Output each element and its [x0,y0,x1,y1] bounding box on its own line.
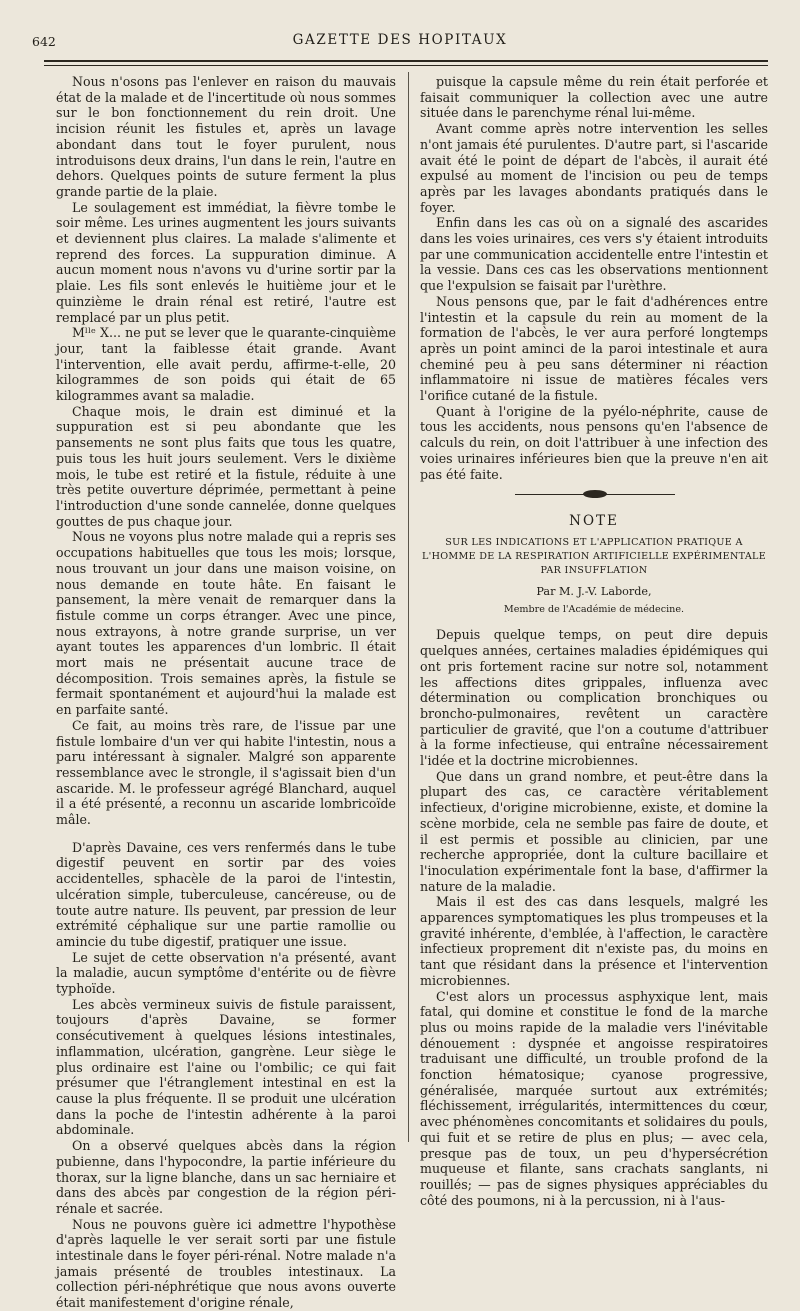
paragraph: Nous n'osons pas l'enlever en raison du mauvais état de la malade et de l'incertitude où nous sommes sur le bon fonctionnement du rein droit. Une incision réunit les fistules et, après un lavage abondant dans tout le foyer purulent, nous introduisons deux drains, l'un dans le rein, l'autre en dehors. Quelques points de suture ferment la plus grande partie de la plaie. [56,74,396,199]
paragraph: Le soulagement est immédiat, la fièvre tombe le soir même. Les urines augmentent les jours suivants et deviennent plus claires. La malade s'alimente et reprend des forces. La suppuration diminue. A aucun moment nous n'avons vu d'urine sortir par la plaie. Les fils sont enlevés le huitième jour et le quinzième le drain rénal est retiré, l'autre est remplacé par un plus petit. [56,199,396,325]
page-number: 642 [32,34,56,49]
paragraph: Que dans un grand nombre, et peut-être dans la plupart des cas, ce caractère véritablement infectieux, d'origine microbienne, existe, et domine la scène morbide, cela ne semble pas faire de doute, et il est permis et possible au clinicien, par une recherche appropriée, dont la culture bacillaire et l'inoculation expérimentale font la base, d'affirmer la nature de la maladie. [420,768,768,894]
section-gap [56,828,396,840]
ornament-dot [583,490,607,498]
section-ornament [420,482,768,512]
paragraph: Depuis quelque temps, on peut dire depuis quelques années, certaines maladies épidémiques qui ont pris fortement racine sur notre sol, notamment les affections dites grippales, influenza avec détermination ou complication bronchiques ou broncho-pulmonaires, revêtent un caractère particulier de gravité, que l'on a coutume d'attribuer à la forme infectieuse, qui entraîne nécessairement l'idée et la doctrine microbiennes. [420,627,768,769]
header-rule-thick [44,60,768,62]
paragraph: Les abcès vermineux suivis de fistule paraissent, toujours d'après Davaine, se former consécutivement à quelques lésions intestinales, inflammation, ulcération, gangrène. Leur siège le plus ordinaire est l'aine ou l'ombilic; ce qui fait présumer que l'étranglement intestinal en est la cause la plus fréquente. Il se produit une ulcération dans la poche de l'intestin adhérente à la paroi abdominale. [56,996,396,1138]
journal-title: GAZETTE DES HOPITAUX [292,32,508,48]
paragraph: Avant comme après notre intervention les selles n'ont jamais été purulentes. D'autre part, si l'ascaride avait été le point de départ de l'abcès, il aurait été expulsé au moment de l'incision ou peu de temps après par les lavages abondants pratiqués dans le foyer. [420,121,768,215]
paragraph: Nous pensons que, par le fait d'adhérences entre l'intestin et la capsule du rein au moment de la formation de l'abcès, le ver aura perforé longtemps après un point aminci de la paroi intestinale et aura cheminé peu à peu sans déterminer ni réaction inflammatoire ni issue de matières fécales vers l'orifice cutané de la fistule. [420,293,768,404]
header-rule-thin [44,65,768,66]
note-author: Par M. J.-V. Laborde, [536,584,652,598]
left-column [56,74,396,1311]
paragraph: Ce fait, au moins très rare, de l'issue par une fistule lombaire d'un ver qui habite l'intestin, nous a paru intéressant à signaler. Malgré son apparente ressemblance avec le strongle, il s'agissait bien d'un ascaride. M. le professeur agrégé Blanchard, auquel il a été présenté, a reconnu un ascaride lombricoïde mâle. [56,717,396,828]
paragraph: Le sujet de cette observation n'a présenté, avant la maladie, aucun symptôme d'entérite ou de fièvre typhoïde. [56,949,396,997]
paragraph: C'est alors un processus asphyxique lent, mais fatal, qui domine et constitue le fond de la marche plus ou moins rapide de la maladie vers l'inévitable dénouement : dyspnée et angoisse respiratoires traduisant une difficulté, un trouble profond de la fonction hématosique; cyanose progressive, généralisée, marquée surtout aux extrémités; fléchissement, irrégularités, intermittences du cœur, avec phénomènes concomitants et solidaires du pouls, qui fuit et se retire de plus en plus; — avec cela, presque pas de toux, un peu d'hypersécrétion muqueuse et filante, sans crachats sanglants, ni rouillés; — pas de signes physiques appréciables du côté des poumons, ni à la percussion, ni à l'aus- [420,988,769,1208]
right-column [420,74,769,1208]
note-subtitle: SUR LES INDICATIONS ET L'APPLICATION PRATIQUE A L'HOMME DE LA RESPIRATION ARTIFICIELLE EXPÉRIMENTALE PAR INSUFFLATION [421,536,767,576]
paragraph: Nous ne pouvons guère ici admettre l'hypothèse d'après laquelle le ver serait sorti par une fistule intestinale dans le foyer péri-rénal. Notre malade n'a jamais présenté de troubles intestinaux. La collection péri-néphrétique que nous avons ouverte était manifestement d'origine rénale, [56,1216,396,1311]
paragraph: On a observé quelques abcès dans la région pubienne, dans l'hypocondre, la partie inférieure du thorax, sur la ligne blanche, dans un sac herniaire et dans des abcès par congestion de la région péri-rénale et sacrée. [56,1138,396,1216]
paragraph: Chaque mois, le drain est diminué et la suppuration est si peu abondante que les pansements ne sont plus faits que tous les quatre, puis tous les huit jours seulement. Vers le dixième mois, le tube est retiré et la fistule, réduite à une très petite ouverture déprimée, permettant à peine l'introduction d'une sonde cannelée, donne quelques gouttes de pus chaque jour. [56,403,396,529]
paragraph: Enfin dans les cas où on a signalé des ascarides dans les voies urinaires, ces vers s'y étaient introduits par une communication accidentelle entre l'intestin et la vessie. Dans ces cas les observations mentionnent que l'expulsion se faisait par l'urèthre. [420,215,768,294]
paragraph: Quant à l'origine de la pyélo-néphrite, cause de tous les accidents, nous pensons qu'en l'absence de calculs du rein, on doit l'attribuer à une infection des voies urinaires inférieures bien que la preuve n'en ait pas été faite. [420,403,768,482]
paragraph: Nous ne voyons plus notre malade qui a repris ses occupations habituelles que tous les mois; lorsque, nous trouvant un jour dans une maison voisine, on nous demande en toute hâte. En faisant le pansement, la mère venait de remarquer dans la fistule comme un corps étranger. Avec une pince, nous extrayons, à notre grande surprise, un ver ayant toutes les apparences d'un lombric. Il était mort mais ne présentait aucune trace de décomposition. Trois semaines après, la fistule se fermait spontanément et aujourd'hui la malade est en parfaite santé. [56,529,396,718]
note-title: NOTE [569,513,619,530]
paragraph: Mˡˡᵉ X... ne put se lever que le quarante-cinquième jour, tant la faiblesse était grande. Avant l'intervention, elle avait perdu, affirme-t-elle, 20 kilogrammes de son poids qui était de 65 kilogrammes avant sa maladie. [56,325,396,404]
paragraph: D'après Davaine, ces vers renfermés dans le tube digestif peuvent en sortir par des voies accidentelles, sphacèle de la paroi de l'intestin, ulcération simple, tuberculeuse, cancéreuse, ou de toute autre nature. Ils peuvent, par pression de leur extrémité céphalique sur une partie ramollie ou amincie du tube digestif, pratiquer une issue. [56,839,396,949]
page-header [30,28,770,56]
paragraph: puisque la capsule même du rein était perforée et faisait communiquer la collection avec une autre située dans le parenchyme rénal lui-même. [420,74,768,121]
column-divider [408,72,409,1142]
note-affiliation: Membre de l'Académie de médecine. [503,603,685,615]
paragraph: Mais il est des cas dans lesquels, malgré les apparences symptomatiques les plus trompeuses et la gravité inhérente, d'emblée, à l'affection, le caractère infectieux proprement dit n'existe pas, du moins en tant que résidant dans la présence et l'intervention microbiennes. [420,894,768,988]
